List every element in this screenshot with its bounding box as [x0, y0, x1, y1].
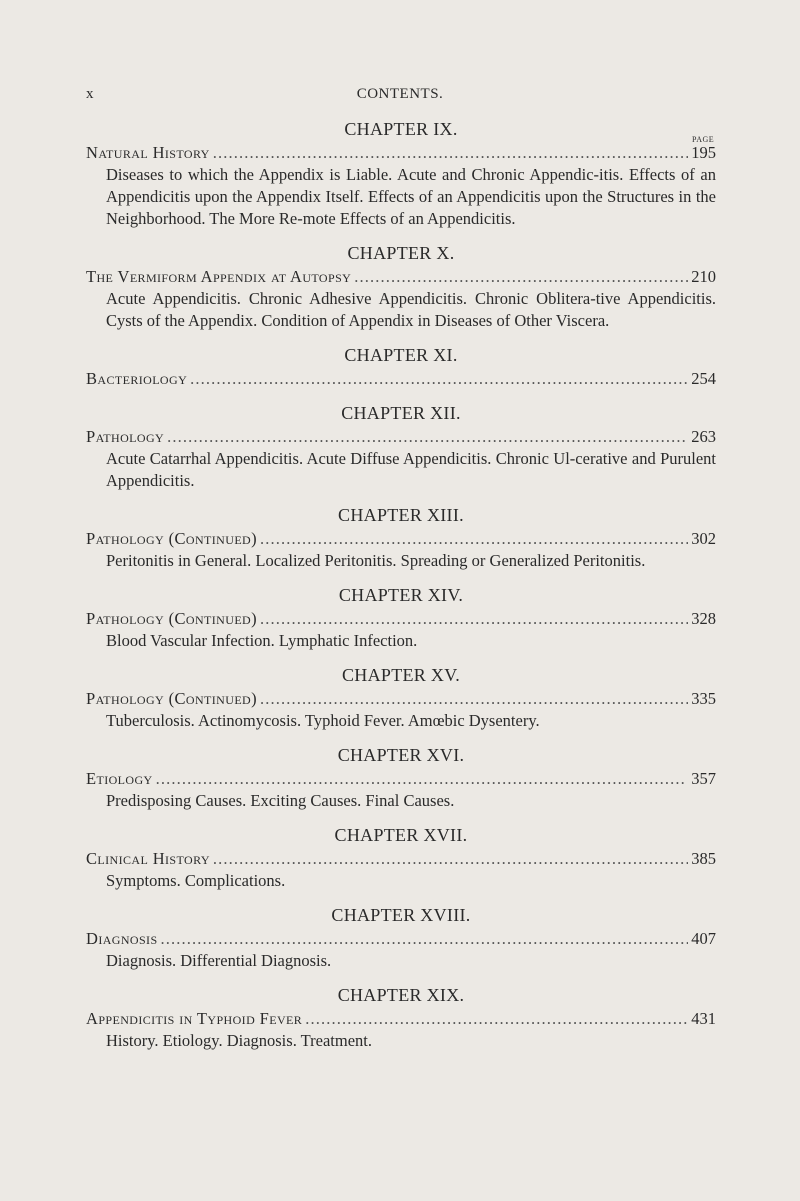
chapter-title-line [86, 608, 716, 630]
chapter-title-line [86, 848, 716, 870]
chapter-heading: CHAPTER XIV. [338, 585, 464, 605]
dot-leader [156, 768, 689, 790]
chapter-heading: CHAPTER X. [347, 243, 455, 263]
chapter-title: Appendicitis in Typhoid Fever [86, 1009, 303, 1028]
dot-leader [260, 608, 688, 630]
chapter-title: Bacteriology [86, 369, 188, 388]
chapter-heading: CHAPTER XII. [341, 403, 461, 423]
chapter-entry [86, 118, 716, 230]
chapter-heading: CHAPTER XV. [342, 665, 460, 685]
chapter-entry [86, 904, 716, 972]
chapter-title: Pathology (Continued) [86, 689, 258, 708]
dot-leader [161, 928, 689, 950]
page-column-label: PAGE [692, 135, 715, 144]
chapter-title-line [86, 142, 716, 164]
chapter-heading: CHAPTER XI. [344, 345, 458, 365]
chapter-entry [86, 664, 716, 732]
chapter-summary: Acute Catarrhal Appendicitis. Acute Diffuse Appendicitis. Chronic Ul-cerative and Purulent Appendicitis. [106, 449, 716, 490]
chapter-title: Diagnosis [86, 929, 158, 948]
chapter-title: Natural History [86, 143, 210, 162]
chapter-entry [86, 402, 716, 492]
chapter-summary: Symptoms. Complications. [106, 871, 286, 890]
dot-leader [354, 266, 688, 288]
chapter-summary: Predisposing Causes. Exciting Causes. Final Causes. [106, 791, 455, 810]
chapter-title: Pathology (Continued) [86, 609, 258, 628]
chapter-title-line [86, 928, 716, 950]
chapter-title: Pathology [86, 427, 165, 446]
chapter-page-number: 328 [691, 609, 716, 628]
chapter-summary: Diagnosis. Differential Diagnosis. [106, 951, 332, 970]
chapter-page-number: 335 [691, 689, 716, 708]
page-number: x [86, 86, 94, 102]
chapter-page-number: 385 [691, 849, 716, 868]
chapter-heading: CHAPTER XVI. [337, 745, 465, 765]
chapter-entry [86, 242, 716, 332]
chapter-title-line [86, 528, 716, 550]
chapter-heading: CHAPTER XVII. [334, 825, 468, 845]
page-header [0, 86, 800, 108]
chapter-page-number: 254 [691, 369, 716, 388]
chapter-entry [86, 744, 716, 812]
chapter-entry [86, 824, 716, 892]
contents-list [86, 118, 716, 1064]
chapter-title: Pathology (Continued) [86, 529, 258, 548]
chapter-page-number: 357 [691, 769, 716, 788]
chapter-title: Etiology [86, 769, 153, 788]
chapter-title: The Vermiform Appendix at Autopsy [86, 267, 352, 286]
chapter-summary: Blood Vascular Infection. Lymphatic Infection. [106, 631, 418, 650]
chapter-entry [86, 504, 716, 572]
chapter-summary: History. Etiology. Diagnosis. Treatment. [106, 1031, 372, 1050]
chapter-title-line [86, 368, 716, 390]
dot-leader [190, 368, 688, 390]
chapter-heading: CHAPTER XIX. [337, 985, 465, 1005]
chapter-page-number: 407 [691, 929, 716, 948]
dot-leader [260, 528, 688, 550]
chapter-title-line [86, 768, 716, 790]
running-title: CONTENTS. [356, 86, 444, 102]
chapter-summary: Tuberculosis. Actinomycosis. Typhoid Fever. Amœbic Dysentery. [106, 711, 540, 730]
chapter-entry [86, 584, 716, 652]
chapter-entry [86, 344, 716, 390]
dot-leader [167, 426, 688, 448]
chapter-page-number: 431 [691, 1009, 716, 1028]
chapter-title-line [86, 1008, 716, 1030]
chapter-page-number: 195 [691, 143, 716, 162]
chapter-page-number: 210 [691, 267, 716, 286]
chapter-title-line [86, 688, 716, 710]
dot-leader [305, 1008, 688, 1030]
chapter-entry [86, 984, 716, 1052]
chapter-title: Clinical History [86, 849, 210, 868]
dot-leader [213, 848, 688, 870]
chapter-heading: CHAPTER XIII. [338, 505, 464, 525]
chapter-title-line [86, 426, 716, 448]
dot-leader [213, 142, 689, 164]
dot-leader [260, 688, 688, 710]
chapter-title-line [86, 266, 716, 288]
chapter-page-number: 263 [691, 427, 716, 446]
chapter-page-number: 302 [691, 529, 716, 548]
chapter-heading: CHAPTER XVIII. [331, 905, 471, 925]
chapter-summary: Acute Appendicitis. Chronic Adhesive Appendicitis. Chronic Oblitera-tive Appendicitis. Cysts of the Appendix. Condition of Appendix in Diseases of Other Viscera. [106, 289, 716, 330]
chapter-heading: CHAPTER IX. [344, 119, 458, 139]
chapter-summary: Peritonitis in General. Localized Peritonitis. Spreading or Generalized Peritonitis. [106, 551, 646, 570]
chapter-summary: Diseases to which the Appendix is Liable. Acute and Chronic Appendic-itis. Effects of an Appendicitis upon the Appendix Itself. Effects of an Appendicitis upon the Structures in the Neighborhood. The More Re-mote Effects of an Appendicitis. [106, 165, 716, 228]
